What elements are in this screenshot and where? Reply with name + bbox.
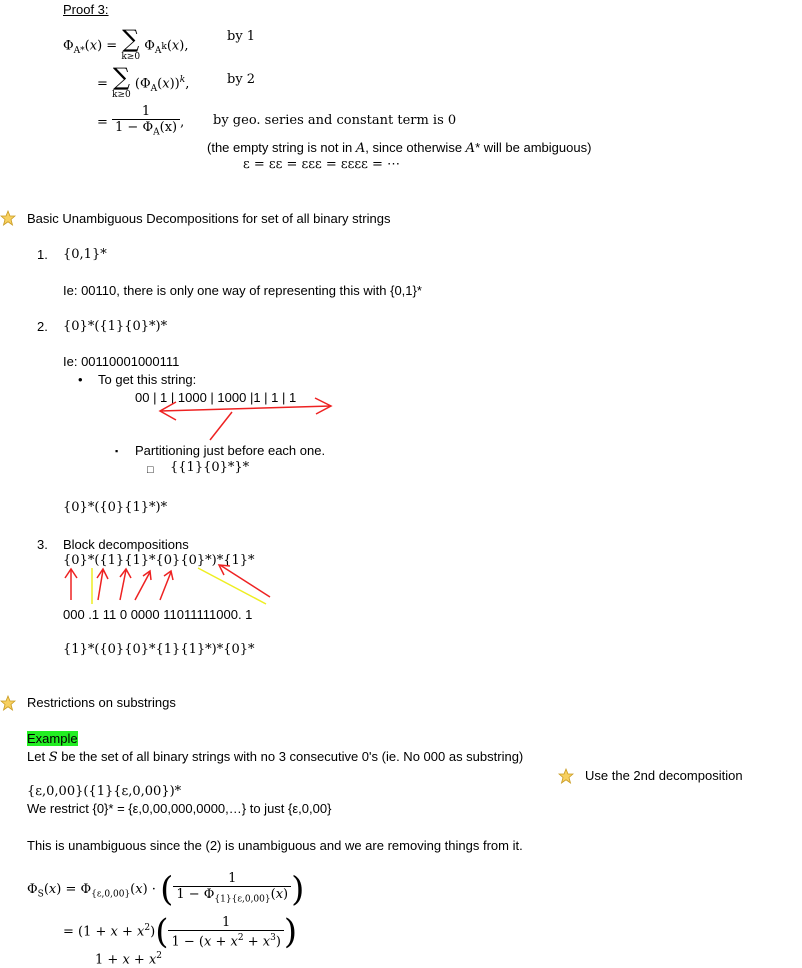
gf-line-3-partial: $1 + x + x^2$	[95, 951, 163, 968]
section2-line1: Let S be the set of all binary strings with no 3 consecutive 0's (ie. No 000 as substring)	[27, 749, 524, 765]
sum-symbol: ∑ k≥0	[112, 63, 131, 100]
section2-title: Restrictions on substrings	[27, 695, 176, 710]
proof-line2-reason: by 2	[227, 72, 256, 87]
unambiguous-line: This is unambiguous since the (2) is unambiguous and we are removing things from it.	[27, 838, 523, 853]
item3-alt-expr: {1}*({0}{0}*{1}{1}*)*{0}*	[63, 642, 255, 657]
epsilon-line: ε = εε = εεε = εεεε = ⋯	[243, 157, 400, 172]
item3-example: 000 .1 11 0 0000 11011111000. 1	[63, 607, 253, 622]
hollow-square-bullet: □	[147, 464, 154, 476]
square-bullet: ▪	[115, 446, 119, 456]
section2-expr: {ε,0,00}({1}{ε,0,00})*	[27, 784, 182, 799]
item2-number: 2.	[37, 319, 48, 334]
block-arrows-yellow	[92, 568, 266, 604]
bullet-dot: •	[78, 372, 83, 387]
item3-number: 3.	[37, 537, 48, 552]
item3-expr: {0}*({1}{1}*{0}{0}*)*{1}*	[63, 553, 255, 568]
gf-line-2: = $(1 + x + x^2)$( $\frac{1}{1 - (x + x^2 + x^3)}$ )	[63, 911, 298, 952]
bullet1-text: To get this string:	[98, 372, 197, 387]
item2-expr: {0}*({1}{0}*)*	[63, 319, 168, 334]
item2-alt-expr: {0}*({0}{1}*)*	[63, 500, 168, 515]
partition-arrow	[160, 398, 331, 440]
restrict-line: We restrict {0}* = {ε,0,00,000,0000,…} to just {ε,0,00}	[27, 801, 332, 816]
item1-number: 1.	[37, 247, 48, 262]
bullet2-text: Partitioning just before each one.	[135, 443, 326, 458]
proof-line1-reason: by 1	[227, 29, 256, 44]
proof-line-3: = $\frac{1}{1 - \Phi_A(x)}$ ,	[97, 104, 185, 138]
item3-title: Block decompositions	[63, 537, 189, 552]
proof-line3-reason: by geo. series and constant term is 0	[213, 113, 457, 128]
proof-line-1: $\Phi_{A*}(x)$ = ∑ k≥0 $\Phi_{A^k}(x)$,	[63, 25, 189, 62]
item1-example: Ie: 00110, there is only one way of representing this with {0,1}*	[63, 283, 422, 298]
proof-heading: Proof 3:	[63, 2, 109, 17]
sub-expr: {{1}{0}*}*	[170, 460, 250, 475]
item2-example: Ie: 00110001000111	[63, 354, 180, 369]
proof-line-2: = ∑ k≥0 $(\Phi_A(x))^k$,	[97, 63, 190, 100]
gf-line-1: $\Phi_S(x) = \Phi_{\{\varepsilon,0,00\}}(x)$ · ( $\frac{1}{1 - \Phi_{\{1\}\{\varepsilon,0,00\}}(x)}$ )	[27, 869, 305, 910]
example-label: Example	[27, 731, 78, 746]
proof-note: (the empty string is not in A, since otherwise A* will be ambiguous)	[207, 140, 592, 156]
sum-symbol: ∑ k≥0	[121, 25, 141, 62]
side-note: Use the 2nd decomposition	[585, 768, 743, 783]
partition-string: 00 | 1 | 1000 | 1000 |1 | 1 | 1	[135, 390, 297, 405]
item1-expr: {0,1}*	[63, 247, 107, 262]
block-arrows-red	[65, 565, 270, 600]
section1-title: Basic Unambiguous Decompositions for set of all binary strings	[27, 211, 391, 226]
